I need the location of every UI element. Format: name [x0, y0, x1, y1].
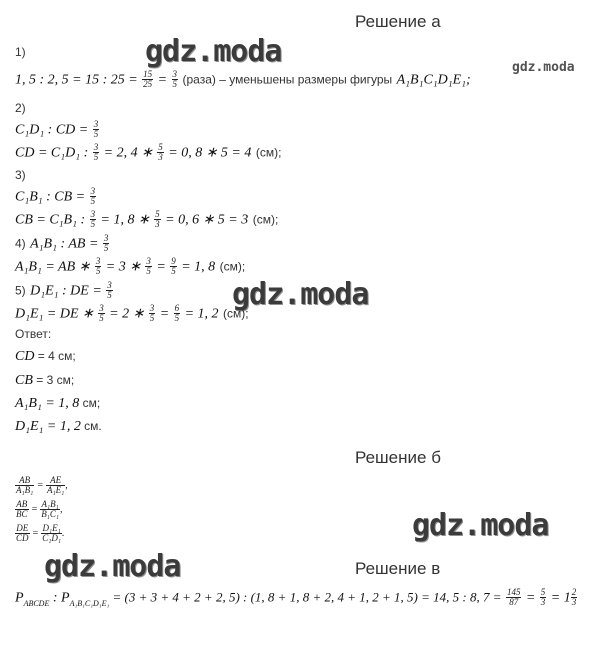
- answer-line: D₁E₁ = 1, 2 см.: [15, 419, 102, 434]
- step2-ratio: C₁D₁ : CD = $\frac{3}{5}$: [15, 119, 99, 139]
- step-label: 2): [15, 101, 26, 115]
- step1-equation: 1, 5 : 2, 5 = 15 : 25 = $\frac{15}{25}$ = $\frac{3}{5}$ (раза) – уменьшены размеры фигуры A₁B₁C₁D₁E₁;: [15, 69, 471, 89]
- step5-calc: D₁E₁ = DE ∗ $\frac{3}{5}$ = 2 ∗ $\frac{3}{5}$ = $\frac{6}{5}$ = 1, 2 (см);: [15, 303, 249, 323]
- fraction: $\frac{15}{25}$: [143, 69, 153, 89]
- answer-line: CB = 3 см;: [15, 373, 75, 388]
- perimeter-equation: $P_{ABCDE}$ : $P_{A_1B_1C_1D_1E_1} = (3 + 3 + 4 + 2 + 2$, 5) : (1, 8 + 1, 8 + 2, 4 + 1, 2 + 1, 5) = 14, 5 : 8, 7 = $\frac{145}{87}$ = $\frac{5}{3}$ = 1 $\frac{2}{3}$: [15, 588, 577, 608]
- watermark: gdz.moda: [412, 508, 549, 543]
- ratio-line: $\frac{AB}{\text{A₁B₁}}$ = $\frac{AE}{\text{A₁E₁}}$ ,: [16, 475, 68, 495]
- heading-solution-v: Решение в: [355, 559, 441, 578]
- step5-ratio: 5) D₁E₁ : DE = $\frac{3}{5}$: [15, 280, 112, 300]
- ratio-line: $\frac{DE}{CD}$ = $\frac{\text{D₁E₁}}{\text{C₁D₁}}$ .: [16, 523, 65, 543]
- heading-solution-b: Решение б: [355, 448, 441, 467]
- answer-line: A₁B₁ = 1, 8 см;: [15, 396, 101, 411]
- step-label: 1): [15, 45, 26, 59]
- heading-solution-a: Решение а: [355, 12, 441, 31]
- watermark: gdz.moda: [44, 549, 181, 584]
- step2-calc: CD = C₁D₁ : $\frac{3}{5}$ = 2, 4 ∗ $\frac{5}{3}$ = 0, 8 ∗ 5 = 4 (см);: [15, 142, 282, 162]
- watermark: gdz.moda: [232, 277, 369, 312]
- step-label: 3): [15, 168, 26, 182]
- step3-ratio: C₁B₁ : CB = $\frac{3}{5}$: [15, 186, 96, 206]
- answer-line: CD = 4 см;: [15, 349, 76, 364]
- step4-ratio: 4) A₁B₁ : AB = $\frac{3}{5}$: [15, 233, 109, 253]
- step3-calc: CB = C₁B₁ : $\frac{3}{5}$ = 1, 8 ∗ $\frac{5}{3}$ = 0, 6 ∗ 5 = 3 (см);: [15, 209, 279, 229]
- watermark: gdz.moda: [512, 60, 575, 75]
- fraction: $\frac{3}{5}$: [172, 69, 178, 89]
- ratio-line: $\frac{AB}{BC}$ = $\frac{\text{A₁B₁}}{\text{B₁C₁}}$ ,: [16, 499, 63, 519]
- watermark: gdz.moda: [145, 34, 282, 69]
- step4-calc: A₁B₁ = AB ∗ $\frac{3}{5}$ = 3 ∗ $\frac{3}{5}$ = $\frac{9}{5}$ = 1, 8 (см);: [15, 256, 246, 276]
- answer-label: Ответ:: [15, 327, 52, 341]
